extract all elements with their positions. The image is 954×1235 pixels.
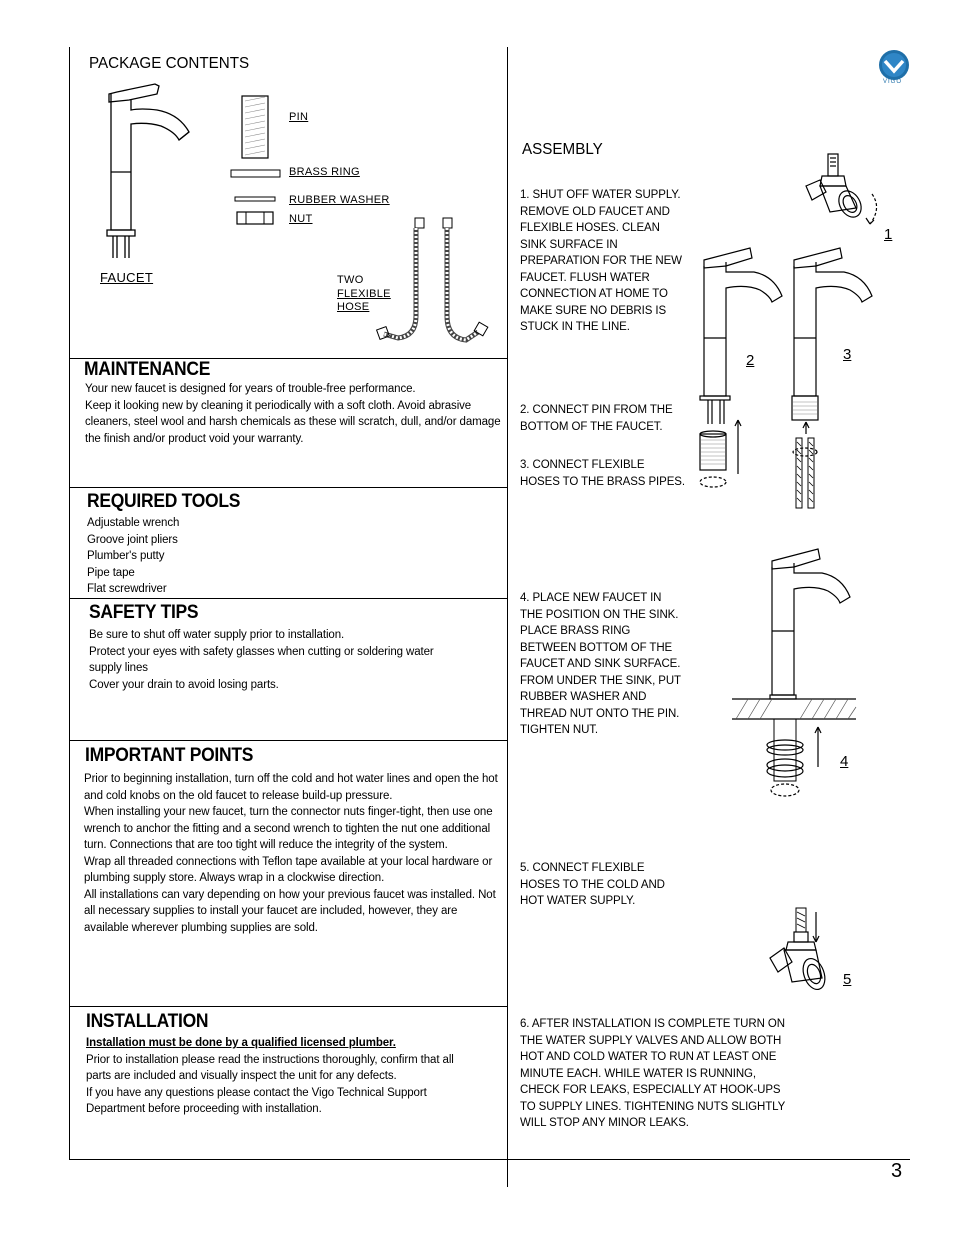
installation-title: INSTALLATION bbox=[86, 1011, 209, 1032]
step-line: 5. CONNECT FLEXIBLE bbox=[520, 862, 645, 874]
step-line: 6. AFTER INSTALLATION IS COMPLETE TURN ON bbox=[520, 1018, 785, 1030]
important-line: all necessary supplies to install your faucet are included, however, they are bbox=[84, 905, 458, 917]
tools-title: REQUIRED TOOLS bbox=[87, 491, 241, 512]
important-line: and cold knobs on the old faucet to release build-up pressure. bbox=[84, 789, 393, 802]
step-line: 4. PLACE NEW FAUCET IN bbox=[520, 592, 662, 604]
installation-line: If you have any questions please contact the Vigo Technical Support bbox=[86, 1086, 427, 1099]
important-line: wrench to anchor the fitting and a second wrench to tighten the nut one additional bbox=[84, 822, 491, 835]
assembly-title: ASSEMBLY bbox=[522, 141, 603, 158]
installation-line: parts are included and visually inspect the unit for any defects. bbox=[86, 1070, 397, 1082]
logo-text: VIGO bbox=[883, 79, 903, 85]
important-line: When installing your new faucet, turn the connector nuts finger-tight, then use one bbox=[84, 806, 493, 818]
installation-warning: Installation must be done by a qualified licensed plumber. bbox=[86, 1037, 396, 1049]
safety-line: supply lines bbox=[89, 662, 148, 674]
step-line: FROM UNDER THE SINK, PUT bbox=[520, 674, 681, 687]
step-line: PLACE BRASS RING bbox=[520, 625, 631, 637]
step-line: WILL STOP ANY MINOR LEAKS. bbox=[520, 1117, 689, 1129]
hose-label-line: TWO bbox=[337, 274, 364, 286]
step-line: TO SUPPLY LINES. TIGHTENING NUTS SLIGHTLY bbox=[520, 1100, 786, 1113]
brass-ring-label: BRASS RING bbox=[289, 166, 360, 178]
tool-item: Pipe tape bbox=[87, 566, 135, 579]
divider-important bbox=[69, 740, 507, 741]
hose-label bbox=[337, 274, 391, 315]
step-line: STUCK IN THE LINE. bbox=[520, 321, 630, 333]
figure-2-label: 2 bbox=[746, 352, 755, 369]
maintenance-title: MAINTENANCE bbox=[84, 359, 211, 380]
step-line: BOTTOM OF THE FAUCET. bbox=[520, 420, 663, 433]
figure-3-label: 3 bbox=[843, 346, 852, 363]
maintenance-line: Your new faucet is designed for years of trouble-free performance. bbox=[85, 383, 416, 395]
step-line: THE WATER SUPPLY VALVES AND ALLOW BOTH bbox=[520, 1034, 782, 1047]
page-number: 3 bbox=[891, 1160, 903, 1182]
step-line: HOT WATER SUPPLY. bbox=[520, 895, 636, 907]
step-1-text bbox=[520, 187, 682, 336]
step-line: 3. CONNECT FLEXIBLE bbox=[520, 459, 645, 471]
step-line: THREAD NUT ONTO THE PIN. bbox=[520, 707, 680, 720]
maintenance-text bbox=[85, 381, 501, 447]
pin-label: PIN bbox=[289, 111, 309, 123]
bottom-border bbox=[69, 1159, 910, 1160]
important-line: Wrap all threaded connections with Teflon tape available at your local hardware or bbox=[84, 855, 493, 868]
figure-5-label: 5 bbox=[843, 971, 852, 988]
safety-line: Cover your drain to avoid losing parts. bbox=[89, 678, 279, 691]
brass-ring-illustration bbox=[230, 169, 282, 179]
important-line: turn. Connections that are too tight will reduce the integrity of the system. bbox=[84, 839, 448, 851]
figure-4-label: 4 bbox=[840, 753, 849, 770]
hose-illustration bbox=[376, 216, 491, 350]
step-line: SINK SURFACE IN bbox=[520, 238, 618, 251]
faucet-illustration bbox=[95, 80, 205, 270]
divider-safety bbox=[69, 598, 507, 599]
figure-3-faucet-hoses bbox=[790, 244, 885, 512]
step-line: RUBBER WASHER AND bbox=[520, 691, 647, 703]
safety-text bbox=[89, 627, 434, 693]
safety-line: Be sure to shut off water supply prior to installation. bbox=[89, 629, 345, 641]
step-line: THE POSITION ON THE SINK. bbox=[520, 608, 679, 621]
figure-1-valve bbox=[800, 152, 885, 230]
figure-5-hose-valve bbox=[766, 906, 846, 998]
installation-line: Department before proceeding with installation. bbox=[86, 1103, 322, 1115]
tool-item: Groove joint pliers bbox=[87, 533, 178, 546]
step-line: FLEXIBLE HOSES. CLEAN bbox=[520, 222, 660, 234]
important-title: IMPORTANT POINTS bbox=[85, 745, 254, 766]
step-line: REMOVE OLD FAUCET AND bbox=[520, 205, 670, 218]
important-line: Prior to beginning installation, turn off the cold and hot water lines and open the hot bbox=[84, 773, 498, 785]
hose-label-line: HOSE bbox=[337, 301, 370, 313]
step-4-text bbox=[520, 590, 681, 739]
step-line: HOSES TO THE COLD AND bbox=[520, 878, 665, 891]
maintenance-line: the finish and/or product void your warranty. bbox=[85, 432, 304, 445]
left-border bbox=[69, 47, 70, 1160]
step-line: MAKE SURE NO DEBRIS IS bbox=[520, 304, 667, 317]
tool-item: Plumber's putty bbox=[87, 550, 165, 562]
step-line: FAUCET AND SINK SURFACE. bbox=[520, 658, 681, 670]
hose-label-line: FLEXIBLE bbox=[337, 287, 391, 300]
step-line: CONNECTION AT HOME TO bbox=[520, 288, 668, 300]
step-3-text bbox=[520, 457, 685, 490]
divider-installation bbox=[69, 1006, 507, 1007]
step-line: HOT AND COLD WATER TO RUN AT LEAST ONE bbox=[520, 1051, 777, 1063]
safety-line: Protect your eyes with safety glasses when cutting or soldering water bbox=[89, 645, 434, 658]
step-line: 2. CONNECT PIN FROM THE bbox=[520, 404, 673, 416]
step-6-text bbox=[520, 1016, 785, 1132]
step-line: HOSES TO THE BRASS PIPES. bbox=[520, 475, 685, 488]
pin-illustration bbox=[241, 95, 271, 159]
step-5-text bbox=[520, 860, 665, 910]
step-2-text bbox=[520, 402, 673, 435]
tools-list bbox=[87, 515, 179, 598]
important-line: available wherever plumbing supplies are sold. bbox=[84, 921, 318, 934]
step-line: FAUCET. FLUSH WATER bbox=[520, 271, 650, 284]
step-line: TIGHTEN NUT. bbox=[520, 724, 599, 736]
divider-tools bbox=[69, 487, 507, 488]
rubber-washer-label: RUBBER WASHER bbox=[289, 194, 390, 206]
nut-label: NUT bbox=[289, 213, 313, 225]
step-line: BETWEEN BOTTOM OF THE bbox=[520, 641, 673, 654]
center-divider bbox=[507, 47, 508, 1187]
installation-text bbox=[86, 1035, 454, 1118]
faucet-label: FAUCET bbox=[100, 270, 154, 285]
maintenance-line: Keep it looking new by cleaning it periodically with a soft cloth. Avoid abrasive bbox=[85, 399, 472, 412]
step-line: MINUTE EACH. WHILE WATER IS RUNNING, bbox=[520, 1067, 756, 1080]
nut-illustration bbox=[236, 211, 276, 227]
maintenance-line: cleaners, steel wool and harsh chemicals as these will scratch, dull, and/or damage bbox=[85, 416, 501, 428]
tool-item: Adjustable wrench bbox=[87, 517, 180, 529]
step-line: CHECK FOR LEAKS, ESPECIALLY AT HOOK-UPS bbox=[520, 1084, 781, 1096]
rubber-washer-illustration bbox=[234, 196, 278, 204]
important-text bbox=[84, 771, 498, 936]
installation-line: Prior to installation please read the instructions thoroughly, confirm that all bbox=[86, 1053, 454, 1066]
safety-title: SAFETY TIPS bbox=[89, 602, 199, 623]
tool-item: Flat screwdriver bbox=[87, 583, 167, 595]
figure-1-label: 1 bbox=[884, 226, 893, 243]
step-line: 1. SHUT OFF WATER SUPPLY. bbox=[520, 189, 681, 201]
package-title: PACKAGE CONTENTS bbox=[89, 55, 250, 72]
step-line: PREPARATION FOR THE NEW bbox=[520, 255, 682, 267]
important-line: All installations can vary depending on how your previous faucet was installed. Not bbox=[84, 888, 496, 901]
important-line: plumbing supply store. Always wrap in a clockwise direction. bbox=[84, 872, 385, 884]
